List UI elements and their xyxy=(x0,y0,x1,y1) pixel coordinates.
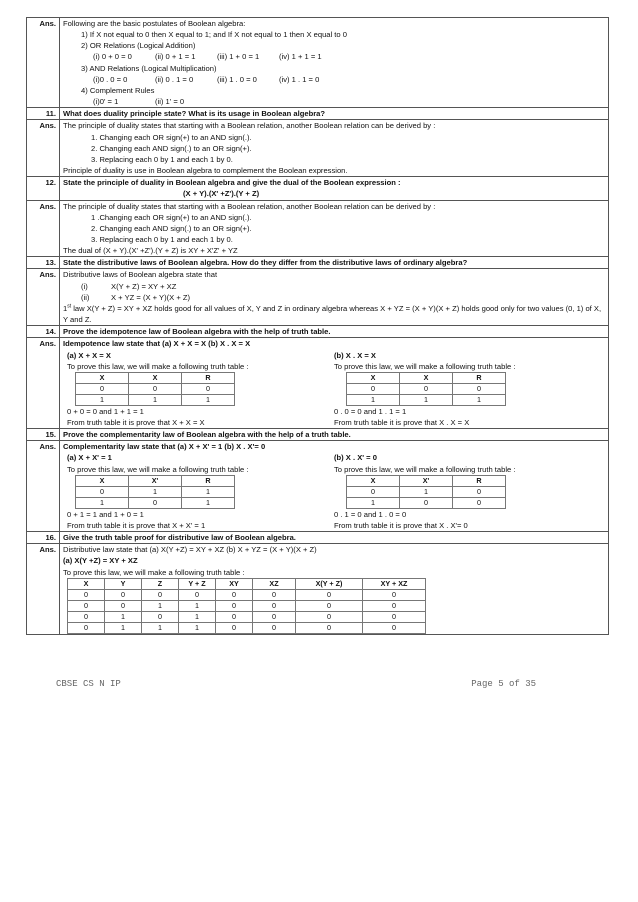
table-cell: 0 xyxy=(453,497,506,508)
question-row xyxy=(27,177,609,200)
duality-step: 3. Replacing each 0 by 1 and each 1 by 0. xyxy=(91,154,233,164)
complement-item: (i)0' = 1 xyxy=(93,97,119,107)
header-cell: X xyxy=(129,372,182,383)
table-cell: 1 xyxy=(129,394,182,405)
duality-step: 1 .Changing each OR sign(+) to an AND sign(.). xyxy=(91,212,252,222)
header-cell: XY + XZ xyxy=(363,578,426,589)
postulate-4: 4) Complement Rules xyxy=(81,85,155,95)
proof-intro: To prove this law, we will make a following truth table : xyxy=(63,567,245,577)
answer-key: Ans. xyxy=(27,200,60,257)
postulate-3: 3) AND Relations (Logical Multiplication) xyxy=(81,63,217,73)
proof-intro: To prove this law, we will make a following truth table : xyxy=(67,464,249,474)
header-cell: R xyxy=(182,372,235,383)
table-cell: 0 xyxy=(142,589,179,600)
answer-key: Ans. xyxy=(27,441,60,532)
truth-table xyxy=(346,475,506,509)
question-text: Give the truth table proof for distributive law of Boolean algebra. xyxy=(60,532,609,544)
law-ordinal: 1 xyxy=(63,303,68,313)
header-cell: X xyxy=(76,475,129,486)
question-expression: (X + Y).(X' +Z').(Y + Z) xyxy=(183,189,260,199)
answer-intro: Following are the basic postulates of Boolean algebra: xyxy=(63,19,246,28)
table-cell: 1 xyxy=(179,611,216,622)
table-cell: 0 xyxy=(347,486,400,497)
table-cell: 0 xyxy=(253,600,296,611)
or-item: (ii) 0 + 1 = 1 xyxy=(155,52,196,62)
proof-title: (b) X . X' = 0 xyxy=(334,453,377,463)
table-cell: 1 xyxy=(105,622,142,633)
table-cell: 0 xyxy=(296,600,363,611)
duality-step: 1. Changing each OR sign(+) to an AND sign(.). xyxy=(91,132,252,142)
page-footer xyxy=(56,679,536,689)
question-text: Prove the complementarity law of Boolean algebra with the help of a truth table. xyxy=(60,429,609,441)
or-item: (iv) 1 + 1 = 1 xyxy=(279,52,322,62)
duality-step: 2. Changing each AND sign(.) to an OR sign(+). xyxy=(91,223,252,233)
question-number: 12. xyxy=(27,177,60,200)
page-number: Page 5 of 35 xyxy=(471,679,536,689)
table-cell: 1 xyxy=(347,497,400,508)
table-cell: 0 xyxy=(253,589,296,600)
table-cell: 1 xyxy=(179,600,216,611)
duality-usage: Principle of duality is use in Boolean algebra to complement the Boolean expression. xyxy=(63,166,348,176)
table-cell: 0 xyxy=(253,611,296,622)
answer-body xyxy=(60,269,609,326)
header-cell: X xyxy=(347,372,400,383)
header-cell: Y xyxy=(105,578,142,589)
header-cell: R xyxy=(182,475,235,486)
proof-calc: 0 . 1 = 0 and 1 . 0 = 0 xyxy=(334,509,407,519)
duality-step: 3. Replacing each 0 by 1 and each 1 by 0. xyxy=(91,234,233,244)
answer-body xyxy=(60,120,609,177)
proof-conclusion: From truth table it is prove that X . X'= 0 xyxy=(334,520,468,530)
header-cell: Y + Z xyxy=(179,578,216,589)
header-cell: Z xyxy=(142,578,179,589)
proof-columns xyxy=(63,350,605,429)
answer-body xyxy=(60,544,609,634)
answer-intro: Distributive laws of Boolean algebra state that xyxy=(63,270,218,280)
table-cell: 0 xyxy=(129,497,182,508)
header-cell: R xyxy=(453,475,506,486)
table-cell: 0 xyxy=(76,486,129,497)
proof-left xyxy=(63,350,334,429)
table-cell: 0 xyxy=(216,611,253,622)
table-cell: 0 xyxy=(142,611,179,622)
header-cell: X' xyxy=(400,475,453,486)
dual-result: The dual of (X + Y).(X' +Z').(Y + Z) is XY + X'Z' + YZ xyxy=(63,246,238,256)
and-item: (i)0 . 0 = 0 xyxy=(93,74,128,84)
table-cell: 0 xyxy=(68,600,105,611)
truth-table xyxy=(75,372,235,406)
and-item: (iii) 1 . 0 = 0 xyxy=(217,74,257,84)
table-cell: 0 xyxy=(105,600,142,611)
answer-key: Ans. xyxy=(27,338,60,429)
footer-left: CBSE CS N IP xyxy=(56,679,121,689)
table-cell: 1 xyxy=(179,622,216,633)
law-note-text: law X(Y + Z) = XY + XZ holds good for all values of X, Y and Z in ordinary algebra whereas X + YZ = (X + Y)(X + Z) holds good only for two values (0, 1) of X, Y and Z. xyxy=(63,303,602,325)
law-statement: Distributive law state that (a) X(Y +Z) = XY + XZ (b) X + YZ = (X + Y)(X + Z) xyxy=(63,545,317,555)
proof-intro: To prove this law, we will make a following truth table : xyxy=(334,464,516,474)
question-row xyxy=(27,429,609,441)
header-cell: R xyxy=(453,372,506,383)
question-text: Prove the idempotence law of Boolean algebra with the help of truth table. xyxy=(60,326,609,338)
table-cell: 1 xyxy=(182,486,235,497)
table-cell: 1 xyxy=(142,600,179,611)
table-cell: 0 xyxy=(179,589,216,600)
answer-intro: The principle of duality states that starting with a Boolean relation, another Boolean relation can be derived by : xyxy=(63,201,436,211)
duality-step: 2. Changing each AND sign(.) to an OR sign(+). xyxy=(91,143,252,153)
proof-right xyxy=(334,350,605,429)
postulate-2: 2) OR Relations (Logical Addition) xyxy=(81,41,196,51)
question-row xyxy=(27,108,609,120)
truth-table xyxy=(75,475,235,509)
header-cell: X(Y + Z) xyxy=(296,578,363,589)
law-item xyxy=(63,292,605,303)
qa-table xyxy=(26,17,609,635)
answer-row xyxy=(27,338,609,429)
postulate-1: 1) If X not equal to 0 then X equal to 1; and If X not equal to 1 then X equal to 0 xyxy=(81,30,347,40)
and-item: (ii) 0 . 1 = 0 xyxy=(155,74,194,84)
proof-conclusion: From truth table it is prove that X + X' = 1 xyxy=(67,520,206,530)
table-cell: 0 xyxy=(129,383,182,394)
table-cell: 0 xyxy=(296,611,363,622)
table-cell: 1 xyxy=(453,394,506,405)
law-ordinal-suffix: st xyxy=(67,303,72,310)
proof-left xyxy=(63,452,334,531)
law-statement: Complementarity law state that (a) X + X' = 1 (b) X . X'= 0 xyxy=(63,442,266,452)
header-cell: X xyxy=(347,475,400,486)
proof-title: (a) X(Y +Z) = XY + XZ xyxy=(63,556,138,566)
answer-row xyxy=(27,120,609,177)
table-cell: 0 xyxy=(68,622,105,633)
answer-key: Ans. xyxy=(27,544,60,634)
table-cell: 1 xyxy=(182,497,235,508)
or-item: (iii) 1 + 0 = 1 xyxy=(217,52,260,62)
law-statement: Idempotence law state that (a) X + X = X (b) X . X = X xyxy=(63,339,251,349)
table-cell: 1 xyxy=(400,486,453,497)
table-cell: 0 xyxy=(216,600,253,611)
question-number: 16. xyxy=(27,532,60,544)
table-cell: 0 xyxy=(363,600,426,611)
proof-calc: 0 + 1 = 1 and 1 + 0 = 1 xyxy=(67,509,144,519)
table-cell: 0 xyxy=(296,589,363,600)
header-cell: X' xyxy=(129,475,182,486)
answer-body xyxy=(60,18,609,108)
table-cell: 0 xyxy=(453,383,506,394)
proof-calc: 0 . 0 = 0 and 1 . 1 = 1 xyxy=(334,406,407,416)
table-cell: 0 xyxy=(182,383,235,394)
header-cell: X xyxy=(76,372,129,383)
proof-intro: To prove this law, we will make a following truth table : xyxy=(67,361,249,371)
question-text: State the distributive laws of Boolean algebra. How do they differ from the distributive laws of ordinary algebra? xyxy=(60,257,609,269)
and-relations xyxy=(63,74,605,85)
table-cell: 1 xyxy=(129,486,182,497)
question-number: 14. xyxy=(27,326,60,338)
question-number: 11. xyxy=(27,108,60,120)
answer-body xyxy=(60,200,609,257)
table-cell: 1 xyxy=(76,497,129,508)
header-cell: XZ xyxy=(253,578,296,589)
header-cell: XY xyxy=(216,578,253,589)
question-text: What does duality principle state? What is its usage in Boolean algebra? xyxy=(60,108,609,120)
table-cell: 1 xyxy=(105,611,142,622)
law-number: (ii) xyxy=(81,292,90,302)
question-row xyxy=(27,532,609,544)
answer-row xyxy=(27,441,609,532)
truth-table xyxy=(346,372,506,406)
complement-item: (ii) 1' = 0 xyxy=(155,97,185,107)
table-cell: 0 xyxy=(363,589,426,600)
proof-conclusion: From truth table it is prove that X . X = X xyxy=(334,418,470,427)
table-cell: 0 xyxy=(347,383,400,394)
question-line: State the principle of duality in Boolean algebra and give the dual of the Boolean expression : xyxy=(63,178,401,188)
law-text: X(Y + Z) = XY + XZ xyxy=(111,281,177,291)
question-number: 15. xyxy=(27,429,60,441)
question-number: 13. xyxy=(27,257,60,269)
header-cell: X xyxy=(68,578,105,589)
law-item xyxy=(63,281,605,292)
table-cell: 1 xyxy=(76,394,129,405)
table-cell: 0 xyxy=(400,497,453,508)
table-cell: 0 xyxy=(216,589,253,600)
answer-intro: The principle of duality states that starting with a Boolean relation, another Boolean relation can be derived by : xyxy=(63,121,436,131)
answer-row xyxy=(27,200,609,257)
or-relations xyxy=(63,51,605,62)
or-item: (i) 0 + 0 = 0 xyxy=(93,52,132,62)
document-page xyxy=(26,17,609,635)
proof-conclusion: From truth table it is prove that X + X = X xyxy=(67,418,205,427)
answer-row xyxy=(27,544,609,634)
answer-key: Ans. xyxy=(27,269,60,326)
question-text xyxy=(60,177,609,200)
table-cell: 0 xyxy=(68,611,105,622)
proof-title: (a) X + X' = 1 xyxy=(67,453,112,463)
question-row xyxy=(27,326,609,338)
complement-rules xyxy=(63,96,605,107)
proof-calc: 0 + 0 = 0 and 1 + 1 = 1 xyxy=(67,406,144,416)
table-cell: 0 xyxy=(105,589,142,600)
answer-row xyxy=(27,18,609,108)
table-cell: 0 xyxy=(76,383,129,394)
law-text: X + YZ = (X + Y)(X + Z) xyxy=(111,292,191,302)
answer-key: Ans. xyxy=(27,120,60,177)
table-cell: 1 xyxy=(142,622,179,633)
table-cell: 0 xyxy=(216,622,253,633)
table-cell: 0 xyxy=(400,383,453,394)
table-cell: 0 xyxy=(68,589,105,600)
table-cell: 0 xyxy=(363,622,426,633)
table-cell: 1 xyxy=(182,394,235,405)
answer-body xyxy=(60,338,609,429)
proof-intro: To prove this law, we will make a following truth table : xyxy=(334,361,516,371)
answer-body xyxy=(60,441,609,532)
proof-title: (b) X . X = X xyxy=(334,350,376,360)
proof-title: (a) X + X = X xyxy=(67,350,111,360)
question-row xyxy=(27,257,609,269)
table-cell: 0 xyxy=(453,486,506,497)
and-item: (iv) 1 . 1 = 0 xyxy=(279,74,320,84)
table-cell: 1 xyxy=(347,394,400,405)
distributive-truth-table xyxy=(67,578,426,634)
proof-columns xyxy=(63,452,605,531)
table-cell: 0 xyxy=(363,611,426,622)
answer-key: Ans. xyxy=(27,18,60,108)
proof-right xyxy=(334,452,605,531)
header-cell: X xyxy=(400,372,453,383)
table-cell: 1 xyxy=(400,394,453,405)
law-note xyxy=(63,303,605,325)
table-cell: 0 xyxy=(253,622,296,633)
law-number: (i) xyxy=(81,281,88,291)
answer-row xyxy=(27,269,609,326)
table-cell: 0 xyxy=(296,622,363,633)
